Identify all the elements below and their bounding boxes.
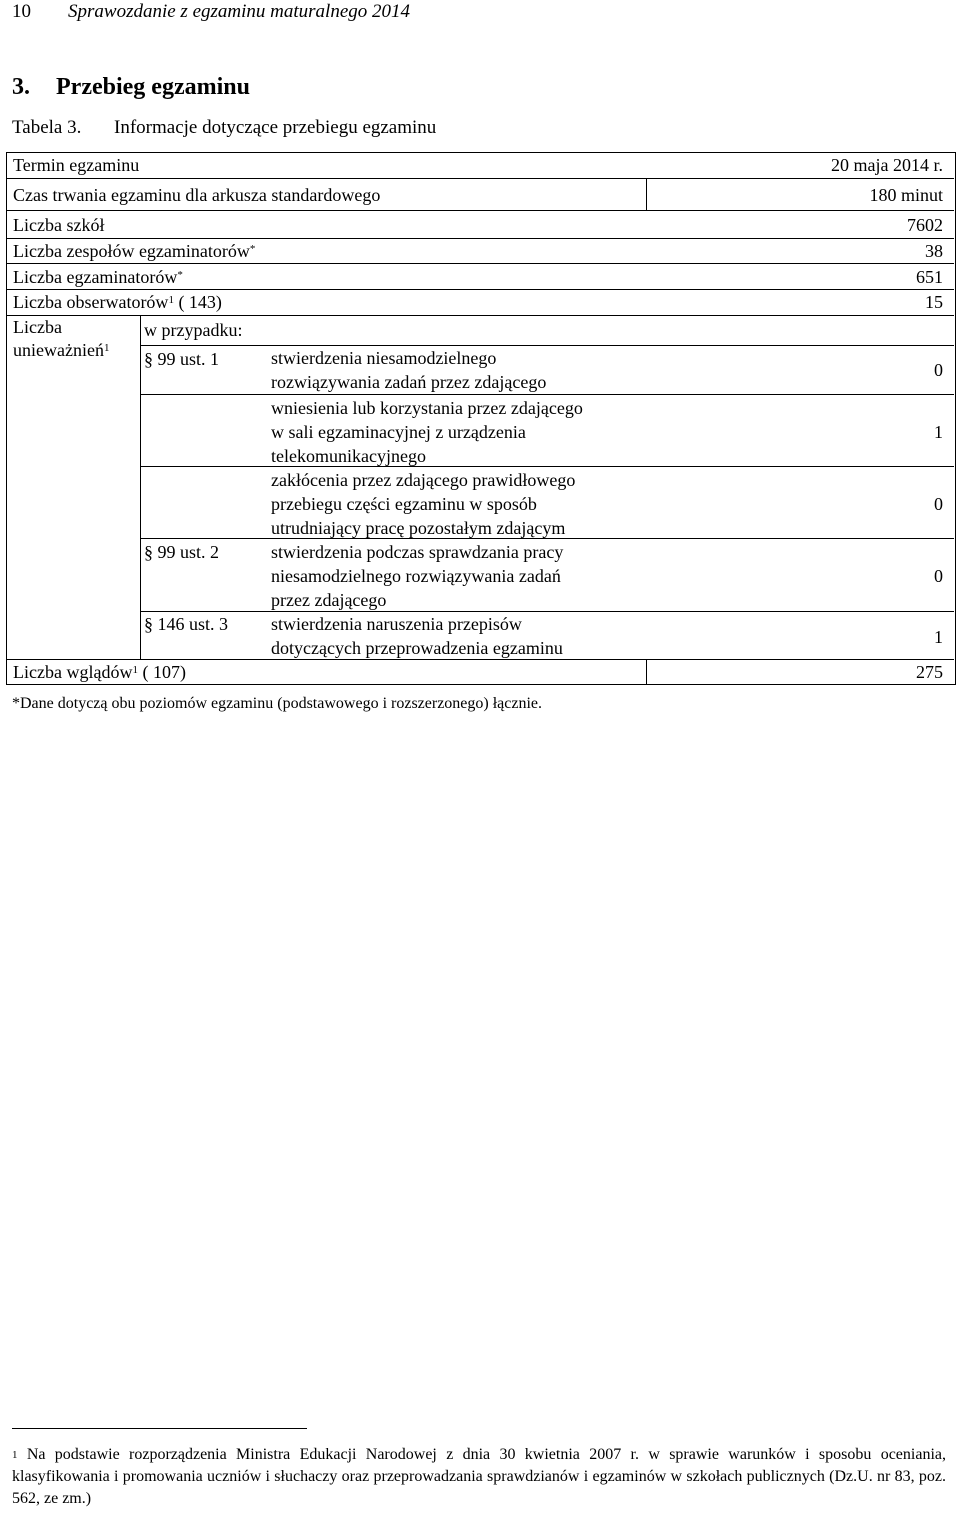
footnote xyxy=(12,1444,946,1510)
row-divider xyxy=(140,345,954,346)
footnote-separator xyxy=(12,1428,307,1429)
table-caption-text: Informacje dotyczące przebiegu egzaminu xyxy=(114,117,437,138)
table-caption xyxy=(12,116,436,140)
row-label: Czas trwania egzaminu dla arkusza standardowego xyxy=(13,185,381,205)
row-label xyxy=(13,660,186,684)
column-divider xyxy=(646,659,647,685)
article-text: 99 ust. 1 xyxy=(157,349,220,369)
row-divider xyxy=(7,315,954,316)
row-value: 651 xyxy=(916,267,943,287)
reason-line: zakłócenia przez zdającego prawidłowego xyxy=(271,470,576,490)
row-value: 7602 xyxy=(907,215,943,235)
reason-line: utrudniający pracę pozostałym zdającym xyxy=(271,518,566,538)
row-label: Termin egzaminu xyxy=(13,155,140,175)
row-divider xyxy=(140,394,954,395)
header-title: Sprawozdanie z egzaminu maturalnego 2014 xyxy=(68,1,410,22)
reason-line: niesamodzielnego rozwiązywania zadań xyxy=(271,566,561,586)
row-label-text: Liczba egzaminatorów xyxy=(13,267,178,287)
row-label-suffix: ( 143) xyxy=(178,292,222,312)
section-sign-icon: § xyxy=(144,349,153,369)
annulments-label-line2 xyxy=(13,338,109,362)
row-label xyxy=(13,239,255,263)
row-label-text: Liczba zespołów egzaminatorów xyxy=(13,241,250,261)
reason-value: 1 xyxy=(934,627,943,647)
section-title xyxy=(12,72,250,102)
footnote-marker: 1 xyxy=(168,294,174,306)
reason-line: przebiegu części egzaminu w sposób xyxy=(271,494,537,514)
article-reference xyxy=(144,540,219,564)
row-divider xyxy=(140,466,954,467)
reason-value: 0 xyxy=(934,360,943,380)
article-reference xyxy=(144,612,228,636)
annulments-label-line1: Liczba xyxy=(13,317,62,337)
page-number: 10 xyxy=(12,1,31,22)
reason-value: 0 xyxy=(934,494,943,514)
reason-line: stwierdzenia podczas sprawdzania pracy xyxy=(271,542,564,562)
row-label xyxy=(13,265,183,289)
reason-line: w sali egzaminacyjnej z urządzenia xyxy=(271,422,526,442)
reason-line: telekomunikacyjnego xyxy=(271,446,426,466)
table-note: *Dane dotyczą obu poziomów egzaminu (podstawowego i rozszerzonego) łącznie. xyxy=(12,695,543,712)
asterisk-marker: * xyxy=(249,243,256,255)
row-value: 20 maja 2014 r. xyxy=(831,155,943,175)
row-divider xyxy=(7,263,954,264)
in-case-label: w przypadku: xyxy=(144,320,243,340)
column-divider xyxy=(646,178,647,210)
row-divider xyxy=(7,210,954,211)
row-divider xyxy=(7,178,954,179)
section-title-text: Przebieg egzaminu xyxy=(56,74,250,100)
table-caption-label: Tabela 3. xyxy=(12,117,82,138)
row-label: Liczba szkół xyxy=(13,215,105,235)
reason-value: 0 xyxy=(934,566,943,586)
reason-line: stwierdzenia niesamodzielnego xyxy=(271,348,497,368)
reason-line: rozwiązywania zadań przez zdającego xyxy=(271,372,547,392)
row-value: 180 minut xyxy=(869,185,943,205)
row-label-text: Liczba wglądów xyxy=(13,662,133,682)
row-label-text: Liczba obserwatorów xyxy=(13,292,169,312)
row-value: 15 xyxy=(925,292,943,312)
row-label xyxy=(13,290,222,314)
annulments-label-text: unieważnień xyxy=(13,340,104,360)
row-divider xyxy=(140,611,954,612)
footnote-marker: 1 xyxy=(12,1449,18,1461)
row-label-suffix: ( 107) xyxy=(142,662,186,682)
reason-line: stwierdzenia naruszenia przepisów xyxy=(271,614,522,634)
section-sign-icon: § xyxy=(144,614,153,634)
reason-value: 1 xyxy=(934,422,943,442)
asterisk-marker: * xyxy=(177,269,183,281)
reason-line: wniesienia lub korzystania przez zdającego xyxy=(271,398,583,418)
row-value: 275 xyxy=(916,662,943,682)
column-divider xyxy=(140,315,141,659)
reason-line: dotyczących przeprowadzenia egzaminu xyxy=(271,638,563,658)
article-text: 146 ust. 3 xyxy=(157,614,229,634)
page-header xyxy=(12,0,410,24)
exam-info-table xyxy=(6,152,956,685)
footnote-text: Na podstawie rozporządzenia Ministra Edukacji Narodowej z dnia 30 kwietnia 2007 r. w sprawie warunków i sposobu oceniania, klasyfikowania i promowania uczniów i słuchaczy oraz przeprowadzania sprawdzianów i egzaminów w szkołach publicznych (Dz.U. nr 83, poz. 562, ze zm.) xyxy=(12,1446,946,1507)
row-value: 38 xyxy=(925,241,943,261)
footnote-marker: 1 xyxy=(132,664,138,676)
reason-line: przez zdającego xyxy=(271,590,387,610)
section-number: 3. xyxy=(12,74,30,100)
article-text: 99 ust. 2 xyxy=(157,542,220,562)
footnote-marker: 1 xyxy=(103,342,110,354)
section-sign-icon: § xyxy=(144,542,153,562)
article-reference xyxy=(144,347,219,371)
